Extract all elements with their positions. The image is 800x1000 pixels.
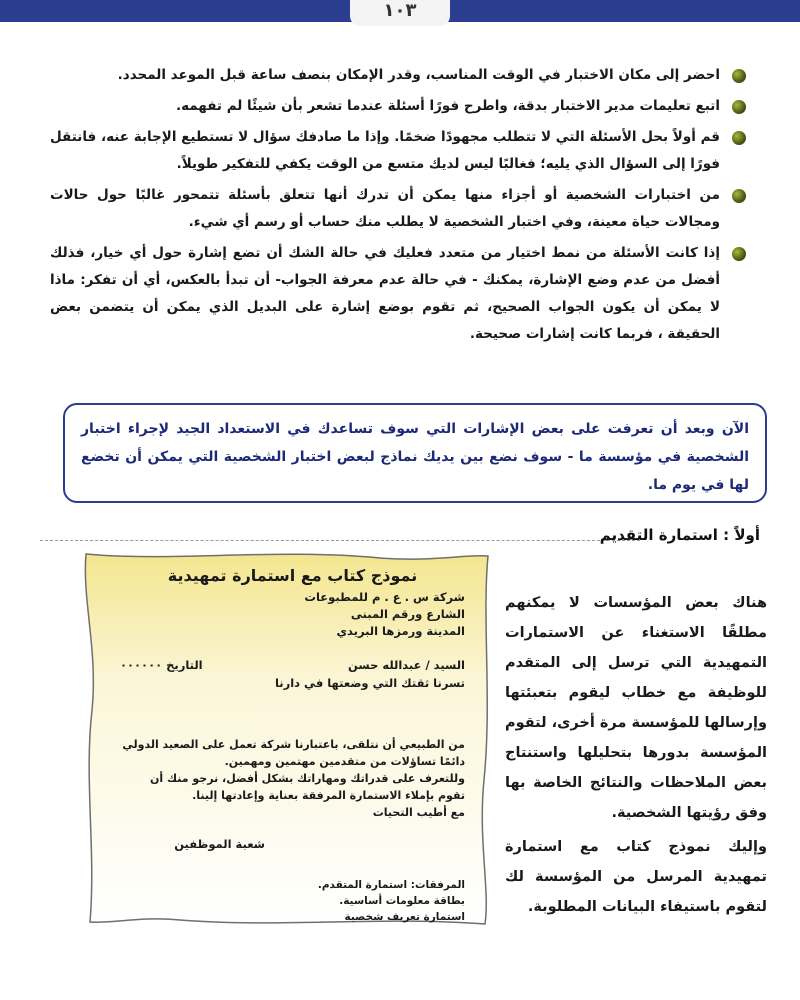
company-city: المدينة ورمزها البريدي bbox=[336, 624, 465, 638]
tip-item bbox=[50, 182, 750, 236]
attachment-item: استمارة تعريف شخصية bbox=[344, 911, 465, 923]
bullet-icon bbox=[732, 247, 746, 261]
company-street: الشارع ورقم المبنى bbox=[350, 607, 465, 621]
letter-signature: شعبة الموظفين bbox=[174, 837, 265, 851]
note-text: الآن وبعد أن تعرفت على بعض الإشارات التي سوف تساعدك في الاستعداد الجيد لإجراء اختبار الشخصية في مؤسسة ما - سوف نضع بين يديك نماذج لبعض اختبار الشخصية التي يمكن أن تخضع لها في يوم ما. bbox=[81, 421, 749, 493]
section-header bbox=[40, 526, 760, 550]
letter-meta bbox=[120, 658, 465, 672]
page-number: ١٠٣ bbox=[350, 0, 450, 26]
section-divider bbox=[40, 540, 640, 541]
tip-item bbox=[50, 240, 750, 348]
tip-item bbox=[50, 124, 750, 178]
tip-text: من اختبارات الشخصية أو أجزاء منها يمكن أن تدرك أنها تتعلق بأسئلة تتمحور غالبًا حول حالات ومجالات حياة معينة، وفي اختبار الشخصية لا يطلب منك حساب أو رسم أي شيء. bbox=[50, 187, 720, 230]
bullet-icon bbox=[732, 69, 746, 83]
tip-item bbox=[50, 93, 750, 120]
bullet-icon bbox=[732, 189, 746, 203]
tip-text: قم أولاً بحل الأسئلة التي لا تتطلب مجهودًا ضخمًا. وإذا ما صادفك سؤال لا تستطيع الإجابة عنه، فانتقل فورًا إلى السؤال الذي يليه؛ فغالبًا ليس لديك متسع من الوقت يكفي للتفكير طويلاً. bbox=[50, 129, 720, 172]
attachment-label: المرفقات: استمارة المتقدم. bbox=[317, 879, 465, 891]
note-box bbox=[63, 403, 767, 503]
intro-paragraph: وإليك نموذج كتاب مع استمارة تمهيدية المرسل من المؤسسة لك لتقوم باستيفاء البيانات المطلوبة. bbox=[505, 839, 767, 915]
letter-thanks: تسرنا ثقتك التي وضعتها في دارنا bbox=[274, 676, 465, 690]
company-name: شركة س . ع . م للمطبوعات bbox=[304, 590, 465, 604]
section-title: أولاً : استمارة التقديم bbox=[599, 526, 760, 544]
attachment-item: بطاقة معلومات أساسية. bbox=[339, 895, 465, 907]
tips-list bbox=[50, 62, 750, 352]
tip-text: اتبع تعليمات مدير الاختبار بدقة، واطرح فورًا أسئلة عندما تشعر بأن شيئًا لم تفهمه. bbox=[175, 98, 720, 114]
letter-date: التاريخ ٠٠٠٠٠٠ bbox=[120, 658, 203, 672]
letter-content bbox=[120, 566, 465, 925]
bullet-icon bbox=[732, 100, 746, 114]
letter-paragraph: من الطبيعي أن نتلقى، باعتبارنا شركة تعمل على الصعيد الدولي دائمًا تساؤلات من متقدمين مهتمين ومهمين. bbox=[122, 738, 465, 768]
letter-paragraph: وللتعرف على قدراتك ومهاراتك بشكل أفضل، نرجو منك أن تقوم بإملاء الاستمارة المرفقة بعناية وإعادتها إلينا. bbox=[150, 772, 465, 802]
recipient: السيد / عبدالله حسن bbox=[348, 658, 465, 672]
bullet-icon bbox=[732, 131, 746, 145]
letter-title: نموذج كتاب مع استمارة تمهيدية bbox=[167, 566, 418, 585]
intro-paragraph: هناك بعض المؤسسات لا يمكنهم مطلقًا الاستغناء عن الاستمارات التمهيدية التي ترسل إلى المتقدم للوظيفة مع خطاب ليقوم بتعبئتها وإرسالها للمؤسسة مرة أخرى، لتقوم المؤسسة بدورها بتحليلها واستنتاج بعض الملاحظات والنتائج الخاصة بها وفق رؤيتها الشخصية. bbox=[505, 595, 767, 821]
sample-letter bbox=[80, 550, 495, 930]
letter-closing: مع أطيب التحيات bbox=[372, 806, 465, 819]
letter-body bbox=[120, 736, 465, 821]
tip-text: إذا كانت الأسئلة من نمط اختيار من متعدد فعليك في حالة الشك أن تضع إشارة حول أي خيار، فذلك أفضل من عدم وضع الإشارة، يمكنك - في حالة عدم معرفة الجواب- أن تبدأ بالعكس، أي أن تفكر: ماذا لا يمكن أن يكون الجواب الصحيح، ثم تقوم بوضع إشارة على البديل الذي يمكن أن يتضمن بعض الحقيقة ، فربما كانت إشارات صحيحة. bbox=[50, 245, 720, 342]
letter-attachments bbox=[120, 877, 465, 925]
tip-item bbox=[50, 62, 750, 89]
intro-text bbox=[505, 588, 767, 922]
tip-text: احضر إلى مكان الاختبار في الوقت المناسب، وقدر الإمكان بنصف ساعة قبل الموعد المحدد. bbox=[117, 67, 720, 83]
